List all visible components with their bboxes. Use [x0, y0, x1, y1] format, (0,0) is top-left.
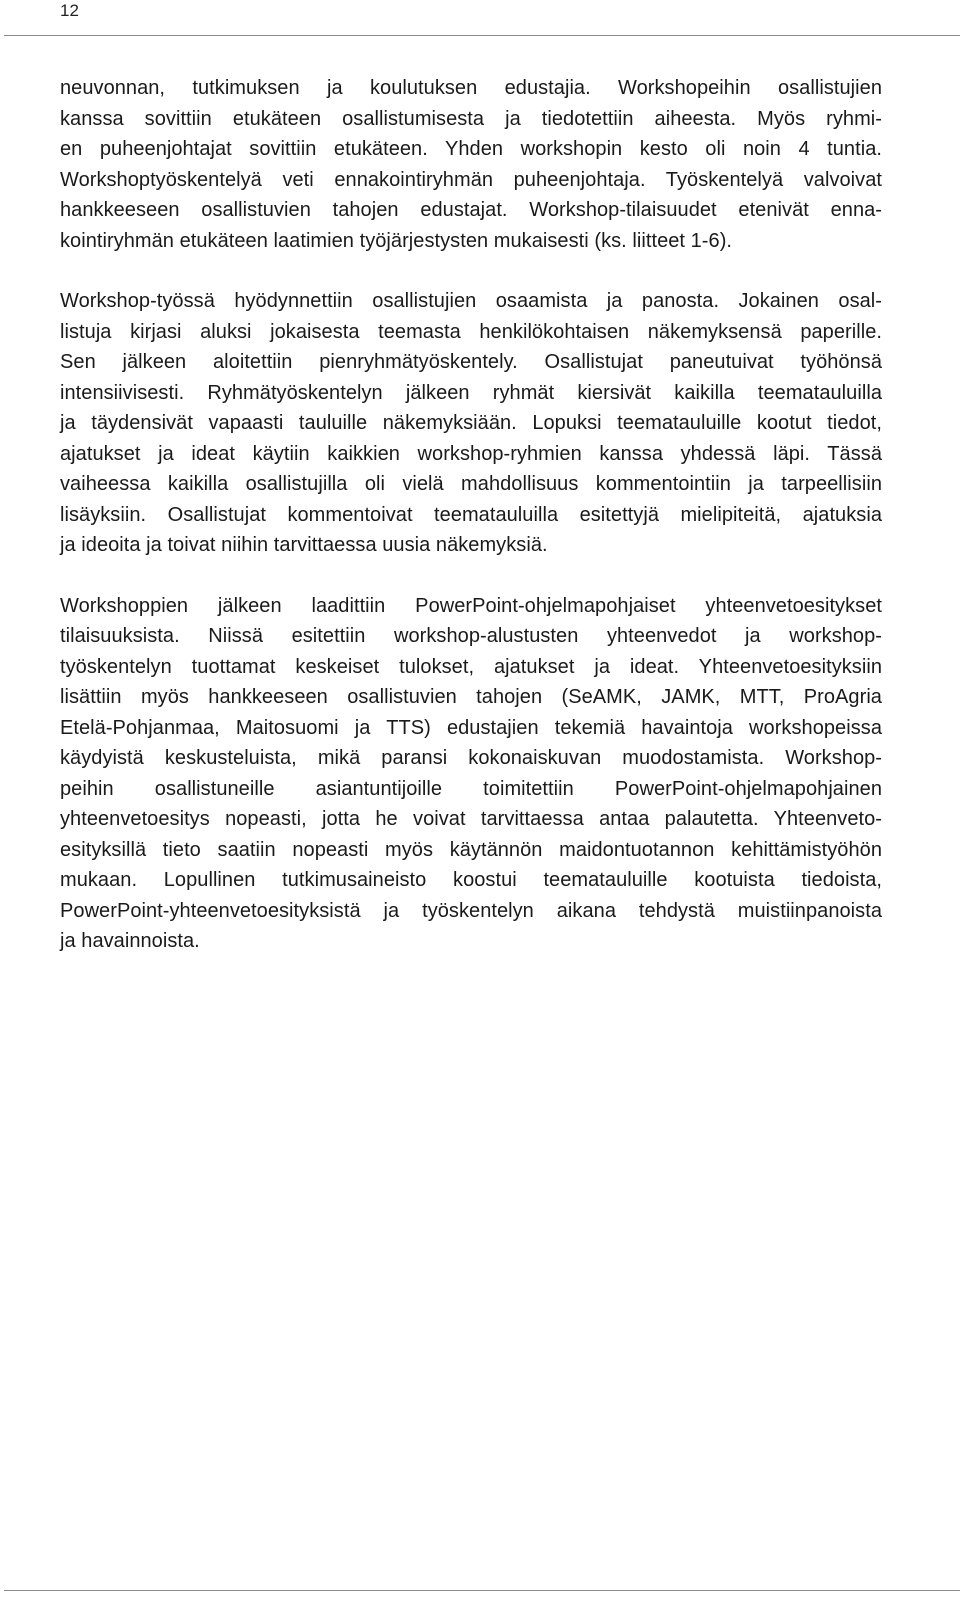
text-line: käydyistä keskusteluista, mikä paransi kokonaiskuvan muodostamista. Workshop- [60, 747, 882, 769]
text-line: en puheenjohtajat sovittiin etukäteen. Yhden workshopin kesto oli noin 4 tuntia. [60, 138, 882, 160]
text-line: listuja kirjasi aluksi jokaisesta teemasta henkilökohtaisen näkemyksensä paperille. [60, 320, 882, 343]
paragraph-workshop-organization [60, 73, 882, 256]
text-line: Etelä-Pohjanmaa, Maitosuomi ja TTS) edustajien tekemiä havaintoja workshopeissa [60, 716, 882, 739]
text-line: peihin osallistuneille asiantuntijoille toimitettiin PowerPoint-ohjelmapohjainen [60, 777, 882, 800]
body-text [60, 73, 882, 987]
text-line: PowerPoint-yhteenvetoesityksistä ja työskentelyn aikana tehdystä muistiinpanoista [60, 899, 882, 922]
text-line: Workshop-työssä hyödynnettiin osallistujien osaamista ja panosta. Jokainen osal- [60, 290, 882, 312]
text-line: lisäyksiin. Osallistujat kommentoivat teematauluilla esitettyjä mielipiteitä, ajatuksia [60, 503, 882, 526]
text-line: mukaan. Lopullinen tutkimusaineisto koostui teematauluille kootuista tiedoista, [60, 869, 882, 891]
text-line: ja havainnoista. [60, 930, 200, 952]
text-line: työskentelyn tuottamat keskeiset tulokset, ajatukset ja ideat. Yhteenvetoesityksiin [60, 655, 882, 678]
paragraph-workshop-method [60, 286, 882, 561]
text-line: ajatukset ja ideat käytiin kaikkien workshop-ryhmien kanssa yhdessä läpi. Tässä [60, 442, 882, 465]
text-line: ja ideoita ja toivat niihin tarvittaessa uusia näkemyksiä. [60, 534, 548, 556]
text-line: ja täydensivät vapaasti tauluille näkemyksiään. Lopuksi teematauluille kootut tiedot, [60, 412, 882, 434]
text-line: kanssa sovittiin etukäteen osallistumisesta ja tiedotettiin aiheesta. Myös ryhmi- [60, 107, 882, 130]
text-line: Workshoppien jälkeen laadittiin PowerPoint-ohjelmapohjaiset yhteenvetoesitykset [60, 594, 882, 617]
text-line: yhteenvetoesitys nopeasti, jotta he voivat tarvittaessa antaa palautetta. Yhteenveto- [60, 808, 882, 830]
text-line: kointiryhmän etukäteen laatimien työjärjestysten mukaisesti (ks. liitteet 1-6). [60, 229, 733, 252]
text-line: intensiivisesti. Ryhmätyöskentelyn jälkeen ryhmät kiersivät kaikilla teematauluilla [60, 381, 882, 404]
header-divider [4, 35, 960, 36]
text-line: lisättiin myös hankkeeseen osallistuvien tahojen (SeAMK, JAMK, MTT, ProAgria [60, 686, 882, 708]
text-line: neuvonnan, tutkimuksen ja koulutuksen edustajia. Workshopeihin osallistujien [60, 77, 882, 99]
text-line: hankkeeseen osallistuvien tahojen edustajat. Workshop-tilaisuudet etenivät enna- [60, 199, 882, 221]
text-line: tilaisuuksista. Niissä esitettiin workshop-alustusten yhteenvedot ja workshop- [60, 625, 882, 647]
page-number: 12 [60, 1, 79, 20]
paragraph-summary-presentations [60, 591, 882, 957]
text-line: Sen jälkeen aloitettiin pienryhmätyöskentely. Osallistujat paneutuivat työhönsä [60, 351, 882, 373]
text-line: Workshoptyöskentelyä veti ennakointiryhmän puheenjohtaja. Työskentelyä valvoivat [60, 168, 882, 191]
text-line: vaiheessa kaikilla osallistujilla oli vielä mahdollisuus kommentointiin ja tarpeellisiin [60, 473, 882, 495]
text-line: esityksillä tieto saatiin nopeasti myös käytännön maidontuotannon kehittämistyöhön [60, 838, 882, 861]
footer-divider [4, 1590, 960, 1591]
